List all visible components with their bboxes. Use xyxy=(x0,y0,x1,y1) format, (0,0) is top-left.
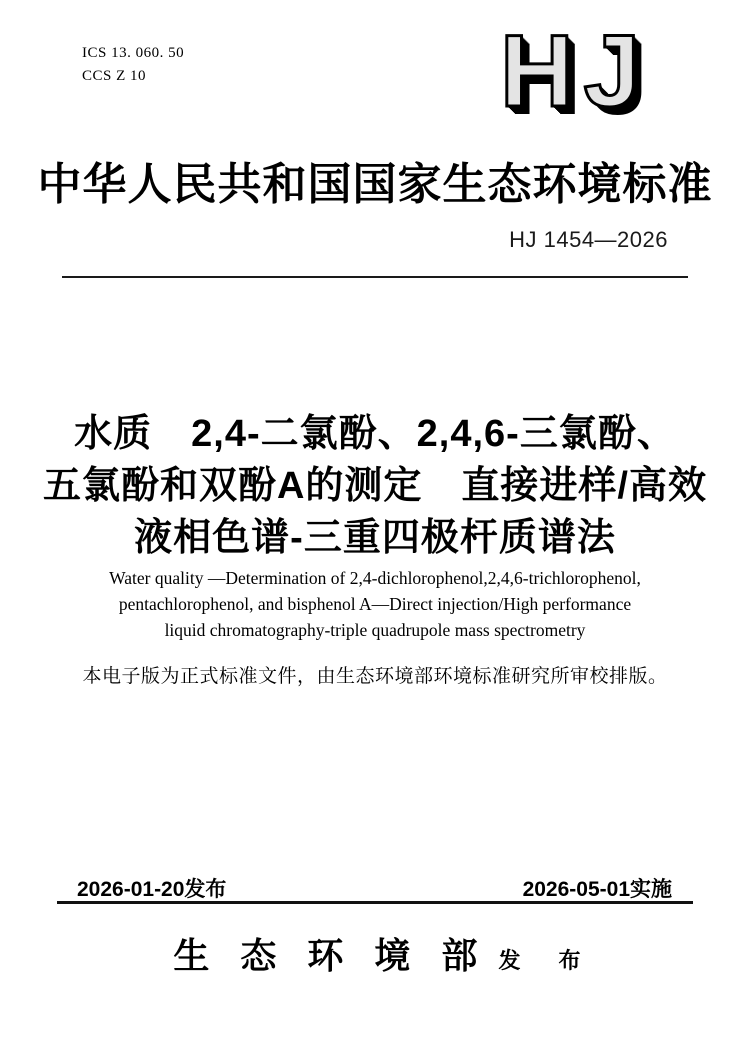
edition-note: 本电子版为正式标准文件，由生态环境部环境标准研究所审校排版。 xyxy=(82,666,668,687)
hj-standard-logo: HJ xyxy=(500,14,651,128)
title-en-line-2: pentachlorophenol, and bisphenol A—Direct injection/High performance xyxy=(118,594,632,614)
classification-codes xyxy=(82,42,184,88)
footer-divider-rule xyxy=(57,901,693,904)
title-zh-line-2: 五氯酚和双酚A的测定 直接进样/高效 xyxy=(42,465,707,507)
ccs-code: CCS Z 10 xyxy=(82,68,147,84)
issue-date: 2026-01-20 xyxy=(77,878,185,901)
standard-category-title: 中华人民共和国国家生态环境标准 xyxy=(37,160,713,209)
implementation-date-line xyxy=(523,873,672,903)
title-zh-line-3: 液相色谱-三重四极杆质谱法 xyxy=(134,517,616,559)
implementation-date: 2026-05-01 xyxy=(522,878,630,901)
header-divider-rule xyxy=(62,276,688,278)
ics-code: ICS 13. 060. 50 xyxy=(82,45,185,61)
publisher-line xyxy=(10,928,750,979)
document-title-chinese xyxy=(0,408,750,564)
publisher-name: 生态环境部 xyxy=(173,936,509,976)
standard-number: HJ 1454—2026 xyxy=(509,227,668,252)
implementation-date-label: 实施 xyxy=(630,878,672,901)
publisher-action-label: 发 布 xyxy=(498,948,597,973)
title-en-line-3: liquid chromatography-triple quadrupole mass spectrometry xyxy=(164,620,586,640)
title-en-line-1: Water quality —Determination of 2,4-dichlorophenol,2,4,6-trichlorophenol, xyxy=(109,568,641,588)
issue-date-label: 发布 xyxy=(184,878,227,901)
issue-date-line xyxy=(77,873,226,903)
document-title-english xyxy=(0,565,750,643)
title-zh-line-1: 水质 2,4-二氯酚、2,4,6-三氯酚、 xyxy=(74,413,676,455)
